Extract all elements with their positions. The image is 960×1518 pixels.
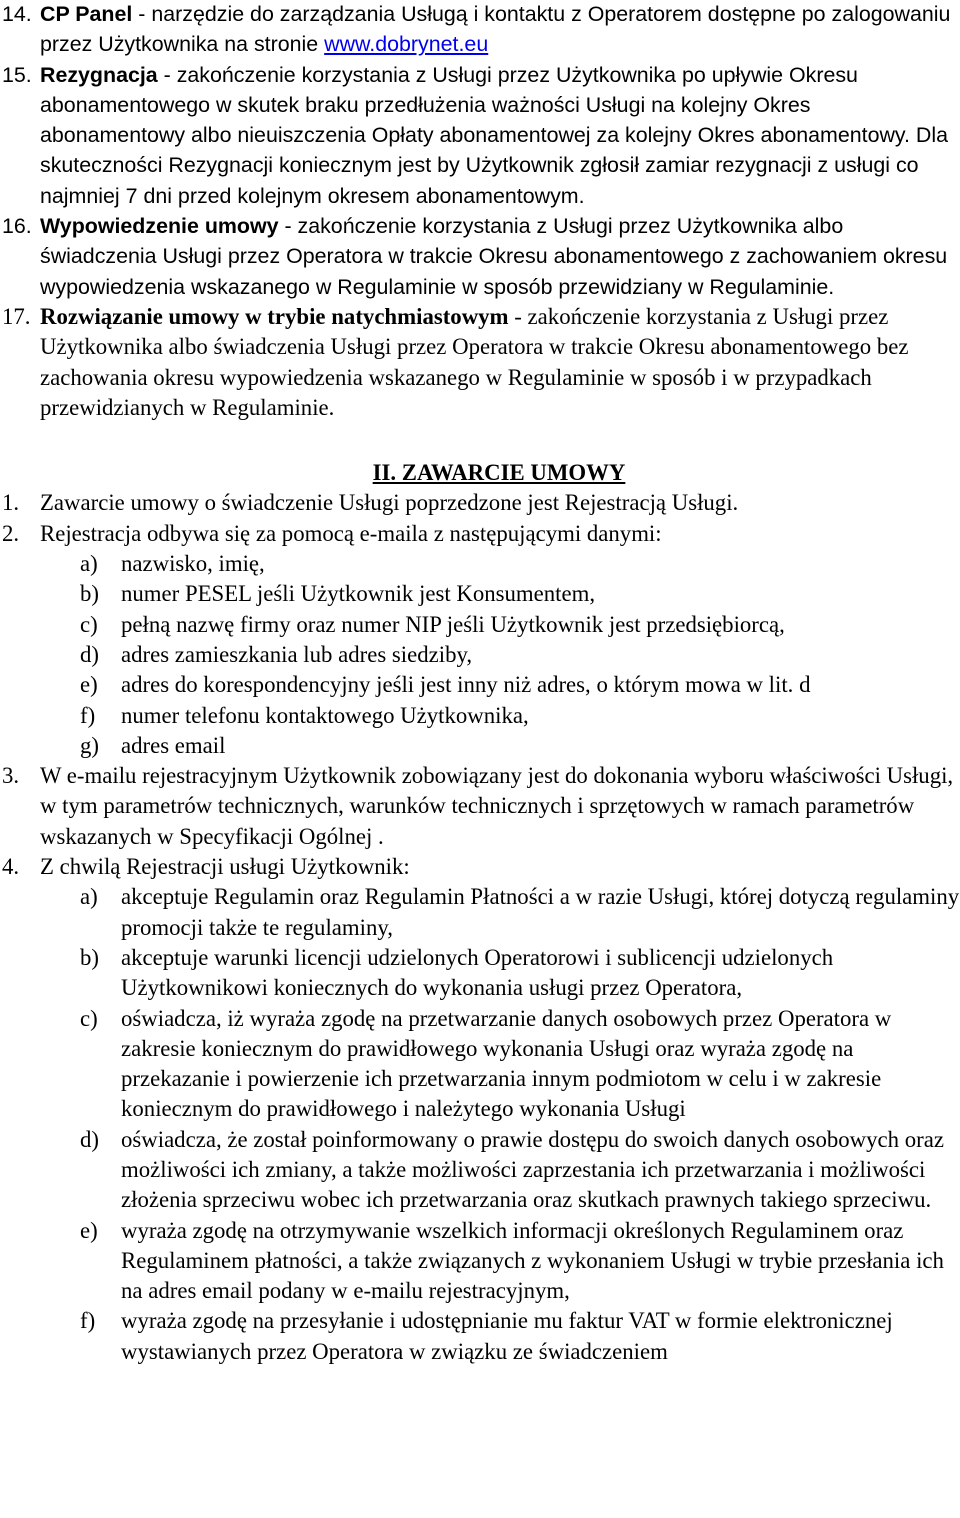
paragraph-3 [2,761,960,852]
list-item-label: e) [80,1217,98,1243]
list-item [80,640,960,670]
list-item-text: wyraża zgodę na przesyłanie i udostępnianie mu faktur VAT w formie elektronicznej wystawianych przez Operatora w związku ze świadczeniem [121,1308,893,1364]
list-item-text: oświadcza, iż wyraża zgodę na przetwarzanie danych osobowych przez Operatora w zakresie koniecznym do prawidłowego wykonania Usługi oraz wyraża zgodę na przekazanie i powierzenie ich przetwarzania innym podmiotom w celu i w zakresie koniecznym do prawidłowego i należytego wykonania Usługi [121,1005,892,1122]
list-item-text: akceptuje Regulamin oraz Regulamin Płatności a w razie Usługi, której dotyczą regulaminy promocji także te regulaminy, [121,884,960,940]
definition-14 [2,0,960,60]
list-item [80,610,960,640]
definition-term: CP Panel [40,2,133,26]
registration-data-list [2,549,960,761]
list-item [80,1125,960,1216]
list-item [80,1004,960,1125]
paragraph-1 [2,488,960,518]
list-item-label: g) [80,732,99,758]
section-body [2,488,960,1367]
definition-number: 17. [2,303,31,329]
definition-17 [2,302,960,423]
paragraph-number: 4. [2,854,20,880]
definition-number: 16. [2,214,32,239]
definition-text: - zakończenie korzystania z Usługi przez Użytkownika albo świadczenia Usługi przez Operatora w trakcie Okresu abonamentowego bez zachowania okresu wypowiedzenia wskazanego w Regulaminie w sposób i w przypadkach przewidzianych w Regulaminie. [40,303,909,420]
paragraph-text: W e-mailu rejestracyjnym Użytkownik zobowiązany jest do dokonania wyboru właściwości Usługi, w tym parametrów technicznych, warunków technicznych i sprzętowych w ramach parametrów wskazanych w Specyfikacji Ogólnej . [40,763,954,849]
list-item-text: wyraża zgodę na otrzymywanie wszelkich informacji określonych Regulaminem oraz Regulaminem płatności, a także związanych z wykonaniem Usługi w trybie przesłania ich na adres email podany w e-mailu rejestracyjnym, [121,1217,944,1304]
list-item-label: a) [80,551,98,577]
list-item [80,670,960,700]
registration-consents-list [2,882,960,1367]
definition-term: Wypowiedzenie umowy [40,214,279,239]
list-item-label: c) [80,611,98,637]
list-item-label: c) [80,1005,98,1031]
paragraph-2 [2,519,960,549]
list-item-label: a) [80,884,98,910]
paragraph-number: 2. [2,520,20,546]
definition-text: - zakończenie korzystania z Usługi przez Użytkownika po upływie Okresu abonamentowego w skutek braku przedłużenia ważności Usługi na kolejny Okres abonamentowy albo nieuiszczenia Opłaty abonamentowej za kolejny Okres abonamentowy. Dla skuteczności Rezygnacji koniecznym jest by Użytkownik zgłosił zamiar rezygnacji z usługi co najmniej 7 dni przed kolejnym okresem abonamentowym. [40,62,949,208]
list-item [80,701,960,731]
paragraph-4 [2,852,960,882]
paragraph-text: Zawarcie umowy o świadczenie Usługi poprzedzone jest Rejestracją Usługi. [40,490,739,516]
list-item-label: b) [80,581,99,607]
list-item-text: akceptuje warunki licencji udzielonych Operatorowi i sublicencji udzielonych Użytkownikowi koniecznych do wykonania usługi przez Operatora, [121,944,834,1001]
list-item-label: d) [80,1126,99,1152]
list-item-text: oświadcza, że został poinformowany o prawie dostępu do swoich danych osobowych oraz możliwości ich zmiany, a także możliwości zaprzestania ich przetwarzania i możliwości złożenia sprzeciwu wobec ich przetwarzania oraz skutkach prawnych takiego sprzeciwu. [121,1126,944,1213]
list-item-label: f) [80,702,96,728]
paragraph-text: Rejestracja odbywa się za pomocą e-maila z następującymi danymi: [40,520,662,546]
list-item [80,1306,960,1367]
definition-16 [2,211,960,302]
list-item [80,549,960,579]
list-item [80,1216,960,1307]
list-item-label: f) [80,1308,96,1334]
definition-text: - zakończenie korzystania z Usługi przez Użytkownika albo świadczenia Usługi przez Operatora w trakcie Okresu abonamentowego z zachowaniem okresu wypowiedzenia wskazanego w Regulaminie w sposób przewidziany w Regulaminie. [40,214,948,299]
list-item-text: adres email [121,732,226,758]
definition-term: Rozwiązanie umowy w trybie natychmiastowym [40,303,509,329]
list-item [80,579,960,609]
definition-17-block [2,302,960,423]
list-item-label: e) [80,672,98,698]
definition-number: 15. [2,62,32,87]
paragraph-number: 3. [2,763,20,789]
list-item-text: adres zamieszkania lub adres siedziby, [121,641,473,667]
paragraph-text: Z chwilą Rejestracji usługi Użytkownik: [40,854,410,880]
definition-number: 14. [2,2,32,26]
list-item-text: pełną nazwę firmy oraz numer NIP jeśli Użytkownik jest przedsiębiorcą, [121,611,785,637]
list-item [80,882,960,943]
section-title: II. ZAWARCIE UMOWY [372,460,626,486]
definition-term: Rezygnacja [40,62,158,87]
list-item-text: numer telefonu kontaktowego Użytkownika, [121,702,529,728]
list-item-text: nazwisko, imię, [121,551,265,577]
website-link[interactable]: www.dobrynet.eu [324,32,489,57]
list-item-label: b) [80,944,99,970]
paragraph-number: 1. [2,490,20,516]
list-item [80,731,960,761]
definitions-list [2,0,960,302]
list-item-text: adres do korespondencyjny jeśli jest inny niż adres, o którym mowa w lit. d [121,672,811,698]
list-item-text: numer PESEL jeśli Użytkownik jest Konsumentem, [121,581,596,607]
definition-text: - narzędzie do zarządzania Usługą i kontaktu z Operatorem dostępne po zalogowaniu przez Użytkownika na stronie [40,2,951,57]
list-item [80,943,960,1004]
definition-15 [2,60,960,211]
list-item-label: d) [80,641,99,667]
